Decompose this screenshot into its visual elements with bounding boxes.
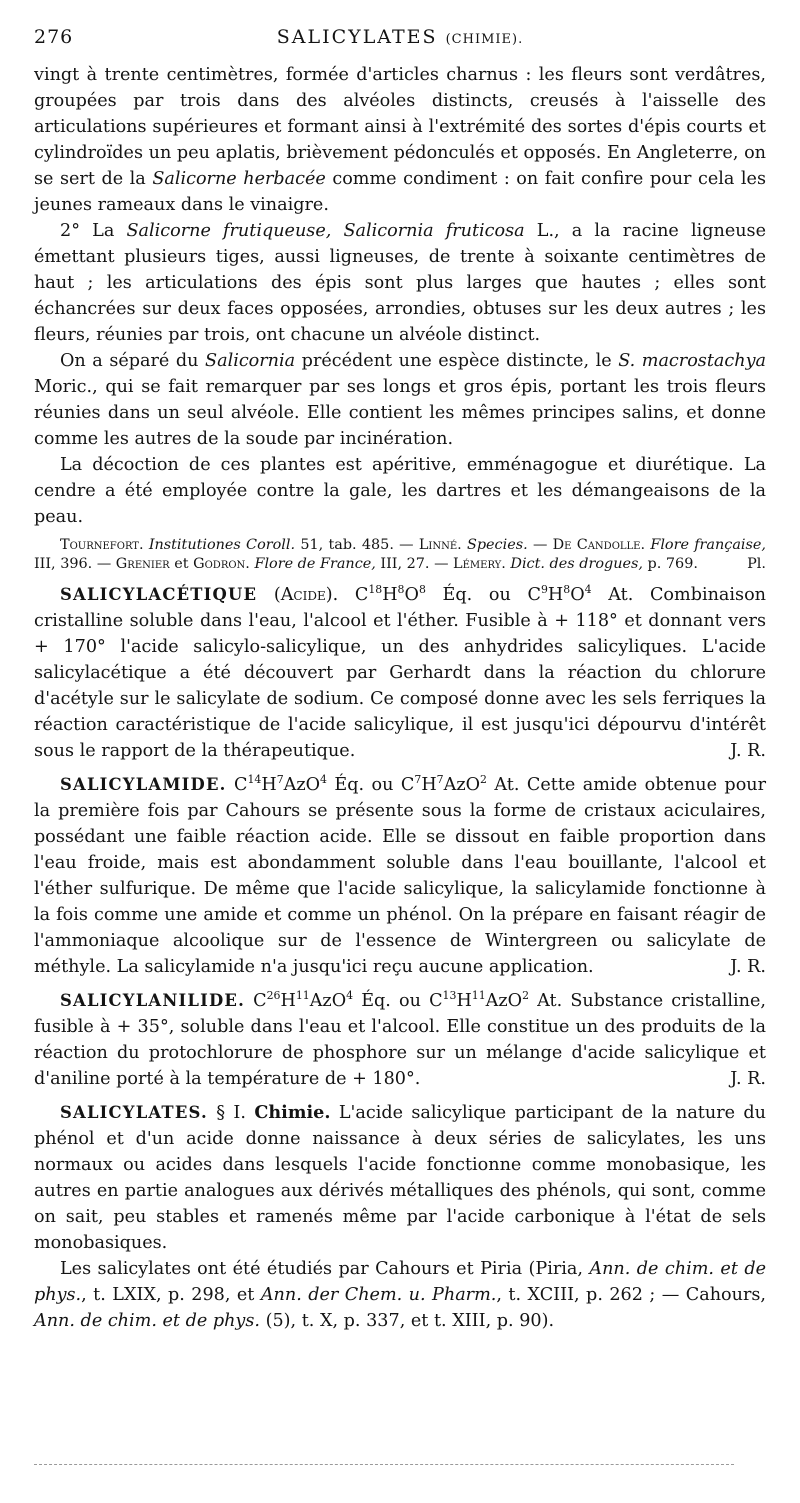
section-mark: § I. [216,1103,246,1123]
formula-equivalent: $C^{26}H^{11}AzO^4$ [253,989,354,1011]
running-head [34,26,766,56]
entry-headword: SALICYLACÉTIQUE [60,585,258,604]
entry-salicylates: SALICYLATES. § I. Chimie. L'acide salicylique participant de la nature du phénol et d'un acide donne naissance à deux séries de salicylates, les uns normaux ou acides dans lesquels l'acide fonctionne comme monobasique, les autres en partie analogues aux dérivés métalliques des phénols, qui sont, comme on sait, peu stables et ramenés même par l'acide carbonique à l'état de sels monobasiques. [34,1102,766,1253]
signature: J. R. [730,957,766,977]
header-subtitle: (CHIMIE). [445,32,524,47]
section-title: Chimie. [254,1102,331,1123]
entry-salicylanilide: SALICYLANILIDE. $C^{26}H^{11}AzO^4$ Éq. ou $C^{13}H^{11}AzO^2$ At. Substance cristalline, fusible à + 35°, soluble dans l'eau et l'alcool. Elle constitue un des produits de la réaction du protochlorure de phosphore sur un mélange d'acide salicylique et d'aniline porté à la température de + 180°. J. R. [34,988,766,1092]
entry-headword: SALICYLAMIDE. [60,775,227,794]
salicorne-paragraph-1: vingt à trente centimètres, formée d'articles charnus : les fleurs sont verdâtres, groupées par trois dans des alvéoles distincts, creusés à l'aisselle des articulations supérieures et formant ainsi à l'extrémité des sortes d'épis courts et cylindroïdes un peu aplatis, brièvement pédonculés et opposés. En Angleterre, on se sert de la Salicorne herbacée comme condiment : on fait confire pour cela les jeunes rameaux dans le vinaigre. [34,65,766,215]
signature: Pl. [747,556,766,572]
formula-atomic: $C^9H^8O^4$ [527,583,592,605]
entry-salicylacetique: SALICYLACÉTIQUE (Acide). $C^{18}H^8O^8$ Éq. ou $C^9H^8O^4$ At. Combinaison cristalline soluble dans l'eau, l'alcool et l'éther. Fusible à + 118° et donnant vers + 170° l'acide salicylo-salicylique, un des anhydrides salicyliques. L'acide salicylacétique a été découvert par Gerhardt dans la réaction du chlorure d'acétyle sur le salicylate de sodium. Ce composé donne avec les sels ferriques la réaction caractéristique de l'acide salicylique, il est jusqu'ici dépourvu d'intérêt sous le rapport de la thérapeutique. J. R. [34,582,766,764]
page-number: 276 [34,26,74,48]
salicylates-paragraph-2: Les salicylates ont été étudiés par Cahours et Piria (Piria, Ann. de chim. et de phys., t. LXIX, p. 298, et Ann. der Chem. u. Pharm., t. XCIII, p. 262 ; — Cahours, Ann. de chim. et de phys. (5), t. X, p. 337, et t. XIII, p. 90). [34,1259,766,1331]
header-title-text: SALICYLATES [276,26,438,48]
salicorne-references: Tournefort. Institutiones Coroll. 51, tab. 485. — Linné. Species. — De Candolle. Flore française, III, 396. — Grenier et Godron. Flore de France, III, 27. — Lémery. Dict. des drogues, p. 769. Pl. [34,537,767,572]
entry-headword: SALICYLANILIDE. [60,991,245,1010]
salicorne-paragraph-3: On a séparé du Salicornia précédent une espèce distincte, le S. macrostachya Moric., qui se fait remarquer par ses longs et gros épis, portant les trois fleurs réunies dans un seul alvéole. Elle contient les mêmes principes salins, et donne comme les autres de la soude par incinération. [34,351,766,449]
salicorne-paragraph-2: 2° La Salicorne frutiqueuse, Salicornia fruticosa L., a la racine ligneuse émettant plusieurs tiges, aussi ligneuses, de trente à soixante centimètres de haut ; les articulations des épis sont plus larges que hautes ; elles sont échancrées sur deux faces opposées, arrondies, obtuses sur les deux autres ; les fleurs, réunies par trois, ont chacune un alvéole distinct. [34,221,766,345]
bottom-divider [34,1464,734,1465]
entry-headword: SALICYLATES. [60,1103,208,1122]
formula-equivalent: $C^{14}H^7AzO^4$ [233,773,327,795]
main-text [34,62,766,1334]
salicorne-paragraph-4: La décoction de ces plantes est apéritive, emménagogue et diurétique. La cendre a été employée contre la gale, les dartres et les démangeaisons de la peau. [34,455,766,527]
signature: J. R. [730,1069,766,1089]
entry-salicylamide: SALICYLAMIDE. $C^{14}H^7AzO^4$ Éq. ou $C^7H^7AzO^2$ At. Cette amide obtenue pour la première fois par Cahours se présente sous la forme de cristaux aciculaires, possédant une faible réaction acide. Elle se dissout en faible proportion dans l'eau froide, mais est abondamment soluble dans l'eau bouillante, l'alcool et l'éther sulfurique. De même que l'acide salicylique, la salicylamide fonctionne à la fois comme une amide et comme un phénol. On la prépare en faisant réagir de l'ammoniaque alcoolique sur de l'essence de Wintergreen ou salicylate de méthyle. La salicylamide n'a jusqu'ici reçu aucune application. J. R. [34,772,766,980]
header-title [34,26,766,48]
formula-atomic: $C^7H^7AzO^2$ [400,773,487,795]
formula-atomic: $C^{13}H^{11}AzO^2$ [429,989,530,1011]
formula-equivalent: $C^{18}H^8O^8$ [354,583,426,605]
signature: J. R. [730,741,766,761]
